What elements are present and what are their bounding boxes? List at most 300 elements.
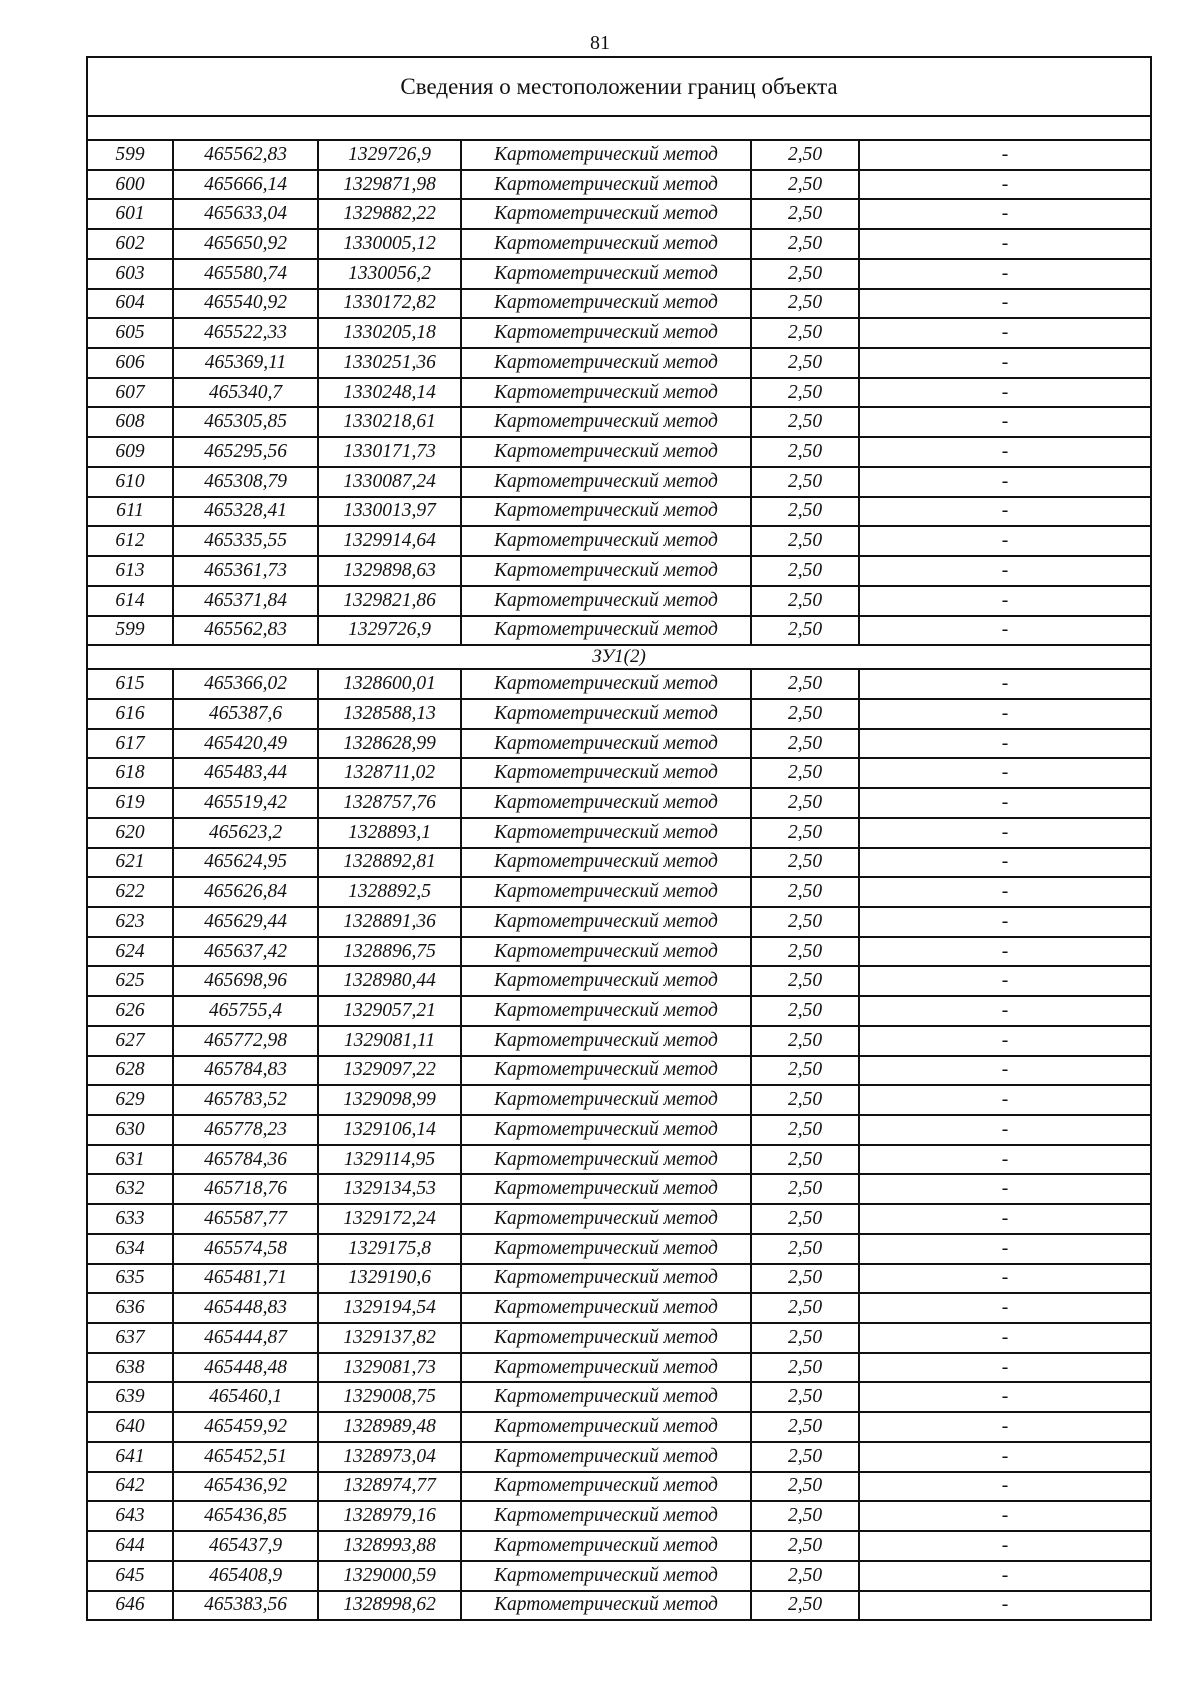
description-cell: - [859, 170, 1151, 200]
table-row [87, 170, 1151, 200]
description-cell: - [859, 669, 1151, 699]
y-coordinate-cell: 1328891,36 [318, 907, 461, 937]
x-coordinate-cell: 465366,02 [173, 669, 318, 699]
y-coordinate-cell: 1328993,88 [318, 1531, 461, 1561]
accuracy-cell: 2,50 [751, 616, 859, 646]
point-number-cell: 621 [87, 848, 173, 878]
x-coordinate-cell: 465436,85 [173, 1501, 318, 1531]
table-row [87, 818, 1151, 848]
accuracy-cell: 2,50 [751, 1234, 859, 1264]
table-row [87, 1442, 1151, 1472]
point-number-cell: 634 [87, 1234, 173, 1264]
description-cell: - [859, 1293, 1151, 1323]
table-body [87, 57, 1151, 1620]
method-cell: Картометрический метод [461, 758, 751, 788]
y-coordinate-cell: 1328893,1 [318, 818, 461, 848]
point-number-cell: 637 [87, 1323, 173, 1353]
method-cell: Картометрический метод [461, 669, 751, 699]
y-coordinate-cell: 1330171,73 [318, 437, 461, 467]
y-coordinate-cell: 1329871,98 [318, 170, 461, 200]
x-coordinate-cell: 465328,41 [173, 497, 318, 527]
table-row [87, 289, 1151, 319]
description-cell: - [859, 497, 1151, 527]
y-coordinate-cell: 1329008,75 [318, 1382, 461, 1412]
method-cell: Картометрический метод [461, 729, 751, 759]
table-row [87, 937, 1151, 967]
accuracy-cell: 2,50 [751, 788, 859, 818]
description-cell: - [859, 259, 1151, 289]
accuracy-cell: 2,50 [751, 1501, 859, 1531]
accuracy-cell: 2,50 [751, 467, 859, 497]
point-number-cell: 602 [87, 229, 173, 259]
method-cell: Картометрический метод [461, 877, 751, 907]
page-number: 81 [590, 32, 610, 54]
method-cell: Картометрический метод [461, 467, 751, 497]
x-coordinate-cell: 465519,42 [173, 788, 318, 818]
y-coordinate-cell: 1328600,01 [318, 669, 461, 699]
point-number-cell: 623 [87, 907, 173, 937]
method-cell: Картометрический метод [461, 556, 751, 586]
y-coordinate-cell: 1330218,61 [318, 407, 461, 437]
x-coordinate-cell: 465420,49 [173, 729, 318, 759]
table-row [87, 437, 1151, 467]
point-number-cell: 615 [87, 669, 173, 699]
point-number-cell: 642 [87, 1472, 173, 1502]
method-cell: Картометрический метод [461, 1442, 751, 1472]
method-cell: Картометрический метод [461, 937, 751, 967]
table-row [87, 1382, 1151, 1412]
y-coordinate-cell: 1328973,04 [318, 1442, 461, 1472]
x-coordinate-cell: 465666,14 [173, 170, 318, 200]
description-cell: - [859, 526, 1151, 556]
point-number-cell: 605 [87, 318, 173, 348]
description-cell: - [859, 937, 1151, 967]
point-number-cell: 645 [87, 1561, 173, 1591]
accuracy-cell: 2,50 [751, 229, 859, 259]
blank-header-row [87, 116, 1151, 140]
table-row [87, 199, 1151, 229]
x-coordinate-cell: 465562,83 [173, 140, 318, 170]
method-cell: Картометрический метод [461, 1234, 751, 1264]
method-cell: Картометрический метод [461, 616, 751, 646]
y-coordinate-cell: 1329190,6 [318, 1264, 461, 1294]
y-coordinate-cell: 1329172,24 [318, 1204, 461, 1234]
point-number-cell: 643 [87, 1501, 173, 1531]
table-row [87, 1293, 1151, 1323]
x-coordinate-cell: 465460,1 [173, 1382, 318, 1412]
accuracy-cell: 2,50 [751, 259, 859, 289]
description-cell: - [859, 407, 1151, 437]
x-coordinate-cell: 465626,84 [173, 877, 318, 907]
table-row [87, 1115, 1151, 1145]
table-row [87, 996, 1151, 1026]
table-row [87, 378, 1151, 408]
accuracy-cell: 2,50 [751, 729, 859, 759]
table-row [87, 259, 1151, 289]
table-row [87, 1234, 1151, 1264]
point-number-cell: 628 [87, 1056, 173, 1086]
method-cell: Картометрический метод [461, 348, 751, 378]
accuracy-cell: 2,50 [751, 348, 859, 378]
accuracy-cell: 2,50 [751, 937, 859, 967]
point-number-cell: 599 [87, 140, 173, 170]
x-coordinate-cell: 465624,95 [173, 848, 318, 878]
x-coordinate-cell: 465783,52 [173, 1085, 318, 1115]
method-cell: Картометрический метод [461, 229, 751, 259]
description-cell: - [859, 616, 1151, 646]
point-number-cell: 613 [87, 556, 173, 586]
y-coordinate-cell: 1328998,62 [318, 1591, 461, 1621]
table-row [87, 318, 1151, 348]
accuracy-cell: 2,50 [751, 318, 859, 348]
x-coordinate-cell: 465778,23 [173, 1115, 318, 1145]
y-coordinate-cell: 1329882,22 [318, 199, 461, 229]
description-cell: - [859, 1472, 1151, 1502]
method-cell: Картометрический метод [461, 1353, 751, 1383]
point-number-cell: 603 [87, 259, 173, 289]
y-coordinate-cell: 1329194,54 [318, 1293, 461, 1323]
description-cell: - [859, 758, 1151, 788]
accuracy-cell: 2,50 [751, 199, 859, 229]
table-row [87, 1531, 1151, 1561]
y-coordinate-cell: 1329137,82 [318, 1323, 461, 1353]
x-coordinate-cell: 465784,36 [173, 1145, 318, 1175]
description-cell: - [859, 1145, 1151, 1175]
y-coordinate-cell: 1328896,75 [318, 937, 461, 967]
method-cell: Картометрический метод [461, 1412, 751, 1442]
method-cell: Картометрический метод [461, 437, 751, 467]
method-cell: Картометрический метод [461, 199, 751, 229]
point-number-cell: 617 [87, 729, 173, 759]
method-cell: Картометрический метод [461, 788, 751, 818]
point-number-cell: 633 [87, 1204, 173, 1234]
method-cell: Картометрический метод [461, 907, 751, 937]
accuracy-cell: 2,50 [751, 848, 859, 878]
point-number-cell: 610 [87, 467, 173, 497]
accuracy-cell: 2,50 [751, 758, 859, 788]
table-row [87, 788, 1151, 818]
description-cell: - [859, 699, 1151, 729]
y-coordinate-cell: 1328892,5 [318, 877, 461, 907]
table-row [87, 586, 1151, 616]
y-coordinate-cell: 1329097,22 [318, 1056, 461, 1086]
x-coordinate-cell: 465650,92 [173, 229, 318, 259]
y-coordinate-cell: 1330172,82 [318, 289, 461, 319]
table-row [87, 616, 1151, 646]
x-coordinate-cell: 465483,44 [173, 758, 318, 788]
y-coordinate-cell: 1328628,99 [318, 729, 461, 759]
description-cell: - [859, 318, 1151, 348]
point-number-cell: 631 [87, 1145, 173, 1175]
y-coordinate-cell: 1328989,48 [318, 1412, 461, 1442]
point-number-cell: 620 [87, 818, 173, 848]
y-coordinate-cell: 1329057,21 [318, 996, 461, 1026]
accuracy-cell: 2,50 [751, 1353, 859, 1383]
accuracy-cell: 2,50 [751, 877, 859, 907]
description-cell: - [859, 1561, 1151, 1591]
accuracy-cell: 2,50 [751, 669, 859, 699]
description-cell: - [859, 467, 1151, 497]
boundary-coordinates-table [86, 56, 1152, 1621]
table-row [87, 1501, 1151, 1531]
point-number-cell: 639 [87, 1382, 173, 1412]
method-cell: Картометрический метод [461, 1382, 751, 1412]
accuracy-cell: 2,50 [751, 1115, 859, 1145]
accuracy-cell: 2,50 [751, 170, 859, 200]
accuracy-cell: 2,50 [751, 497, 859, 527]
method-cell: Картометрический метод [461, 1501, 751, 1531]
description-cell: - [859, 1204, 1151, 1234]
accuracy-cell: 2,50 [751, 556, 859, 586]
method-cell: Картометрический метод [461, 407, 751, 437]
x-coordinate-cell: 465444,87 [173, 1323, 318, 1353]
accuracy-cell: 2,50 [751, 1382, 859, 1412]
description-cell: - [859, 1412, 1151, 1442]
accuracy-cell: 2,50 [751, 1591, 859, 1621]
point-number-cell: 608 [87, 407, 173, 437]
method-cell: Картометрический метод [461, 1561, 751, 1591]
point-number-cell: 636 [87, 1293, 173, 1323]
method-cell: Картометрический метод [461, 1264, 751, 1294]
accuracy-cell: 2,50 [751, 699, 859, 729]
method-cell: Картометрический метод [461, 966, 751, 996]
method-cell: Картометрический метод [461, 1056, 751, 1086]
y-coordinate-cell: 1328979,16 [318, 1501, 461, 1531]
method-cell: Картометрический метод [461, 1145, 751, 1175]
accuracy-cell: 2,50 [751, 1293, 859, 1323]
x-coordinate-cell: 465574,58 [173, 1234, 318, 1264]
point-number-cell: 611 [87, 497, 173, 527]
y-coordinate-cell: 1330251,36 [318, 348, 461, 378]
y-coordinate-cell: 1329081,11 [318, 1026, 461, 1056]
y-coordinate-cell: 1329081,73 [318, 1353, 461, 1383]
description-cell: - [859, 556, 1151, 586]
x-coordinate-cell: 465587,77 [173, 1204, 318, 1234]
y-coordinate-cell: 1330205,18 [318, 318, 461, 348]
point-number-cell: 632 [87, 1174, 173, 1204]
x-coordinate-cell: 465623,2 [173, 818, 318, 848]
description-cell: - [859, 966, 1151, 996]
method-cell: Картометрический метод [461, 170, 751, 200]
accuracy-cell: 2,50 [751, 907, 859, 937]
x-coordinate-cell: 465448,48 [173, 1353, 318, 1383]
table-row [87, 348, 1151, 378]
y-coordinate-cell: 1329914,64 [318, 526, 461, 556]
point-number-cell: 606 [87, 348, 173, 378]
table-row [87, 1472, 1151, 1502]
accuracy-cell: 2,50 [751, 586, 859, 616]
point-number-cell: 630 [87, 1115, 173, 1145]
table-row [87, 1085, 1151, 1115]
method-cell: Картометрический метод [461, 526, 751, 556]
accuracy-cell: 2,50 [751, 1056, 859, 1086]
point-number-cell: 629 [87, 1085, 173, 1115]
accuracy-cell: 2,50 [751, 1264, 859, 1294]
point-number-cell: 619 [87, 788, 173, 818]
y-coordinate-cell: 1329106,14 [318, 1115, 461, 1145]
method-cell: Картометрический метод [461, 699, 751, 729]
y-coordinate-cell: 1329821,86 [318, 586, 461, 616]
x-coordinate-cell: 465436,92 [173, 1472, 318, 1502]
method-cell: Картометрический метод [461, 318, 751, 348]
method-cell: Картометрический метод [461, 1472, 751, 1502]
method-cell: Картометрический метод [461, 1115, 751, 1145]
y-coordinate-cell: 1329000,59 [318, 1561, 461, 1591]
x-coordinate-cell: 465452,51 [173, 1442, 318, 1472]
table-row [87, 1591, 1151, 1621]
x-coordinate-cell: 465295,56 [173, 437, 318, 467]
description-cell: - [859, 1026, 1151, 1056]
x-coordinate-cell: 465371,84 [173, 586, 318, 616]
y-coordinate-cell: 1328757,76 [318, 788, 461, 818]
method-cell: Картометрический метод [461, 1204, 751, 1234]
accuracy-cell: 2,50 [751, 437, 859, 467]
table-title: Сведения о местоположении границ объекта [87, 57, 1151, 116]
accuracy-cell: 2,50 [751, 1323, 859, 1353]
point-number-cell: 646 [87, 1591, 173, 1621]
accuracy-cell: 2,50 [751, 1026, 859, 1056]
x-coordinate-cell: 465633,04 [173, 199, 318, 229]
accuracy-cell: 2,50 [751, 818, 859, 848]
table-row [87, 1412, 1151, 1442]
y-coordinate-cell: 1329726,9 [318, 616, 461, 646]
method-cell: Картометрический метод [461, 1174, 751, 1204]
point-number-cell: 624 [87, 937, 173, 967]
description-cell: - [859, 289, 1151, 319]
method-cell: Картометрический метод [461, 1323, 751, 1353]
table-row [87, 467, 1151, 497]
table-row [87, 526, 1151, 556]
description-cell: - [859, 818, 1151, 848]
description-cell: - [859, 140, 1151, 170]
description-cell: - [859, 1531, 1151, 1561]
method-cell: Картометрический метод [461, 497, 751, 527]
x-coordinate-cell: 465383,56 [173, 1591, 318, 1621]
y-coordinate-cell: 1330087,24 [318, 467, 461, 497]
x-coordinate-cell: 465784,83 [173, 1056, 318, 1086]
point-number-cell: 609 [87, 437, 173, 467]
point-number-cell: 644 [87, 1531, 173, 1561]
y-coordinate-cell: 1329898,63 [318, 556, 461, 586]
x-coordinate-cell: 465335,55 [173, 526, 318, 556]
accuracy-cell: 2,50 [751, 526, 859, 556]
description-cell: - [859, 378, 1151, 408]
method-cell: Картометрический метод [461, 1293, 751, 1323]
accuracy-cell: 2,50 [751, 996, 859, 1026]
y-coordinate-cell: 1328588,13 [318, 699, 461, 729]
table-row [87, 669, 1151, 699]
accuracy-cell: 2,50 [751, 1442, 859, 1472]
table-row [87, 1204, 1151, 1234]
blank-header-cell [87, 116, 1151, 140]
x-coordinate-cell: 465629,44 [173, 907, 318, 937]
method-cell: Картометрический метод [461, 140, 751, 170]
table-row [87, 758, 1151, 788]
description-cell: - [859, 199, 1151, 229]
x-coordinate-cell: 465361,73 [173, 556, 318, 586]
x-coordinate-cell: 465637,42 [173, 937, 318, 967]
description-cell: - [859, 1264, 1151, 1294]
x-coordinate-cell: 465540,92 [173, 289, 318, 319]
y-coordinate-cell: 1328980,44 [318, 966, 461, 996]
x-coordinate-cell: 465772,98 [173, 1026, 318, 1056]
x-coordinate-cell: 465448,83 [173, 1293, 318, 1323]
method-cell: Картометрический метод [461, 848, 751, 878]
y-coordinate-cell: 1328711,02 [318, 758, 461, 788]
point-number-cell: 607 [87, 378, 173, 408]
point-number-cell: 627 [87, 1026, 173, 1056]
point-number-cell: 601 [87, 199, 173, 229]
description-cell: - [859, 996, 1151, 1026]
point-number-cell: 604 [87, 289, 173, 319]
x-coordinate-cell: 465305,85 [173, 407, 318, 437]
x-coordinate-cell: 465755,4 [173, 996, 318, 1026]
x-coordinate-cell: 465369,11 [173, 348, 318, 378]
y-coordinate-cell: 1329114,95 [318, 1145, 461, 1175]
accuracy-cell: 2,50 [751, 1561, 859, 1591]
accuracy-cell: 2,50 [751, 1145, 859, 1175]
y-coordinate-cell: 1329098,99 [318, 1085, 461, 1115]
y-coordinate-cell: 1330056,2 [318, 259, 461, 289]
description-cell: - [859, 1115, 1151, 1145]
point-number-cell: 638 [87, 1353, 173, 1383]
description-cell: - [859, 229, 1151, 259]
x-coordinate-cell: 465408,9 [173, 1561, 318, 1591]
y-coordinate-cell: 1328892,81 [318, 848, 461, 878]
table-row [87, 556, 1151, 586]
description-cell: - [859, 586, 1151, 616]
table-row [87, 729, 1151, 759]
description-cell: - [859, 877, 1151, 907]
method-cell: Картометрический метод [461, 586, 751, 616]
point-number-cell: 640 [87, 1412, 173, 1442]
point-number-cell: 616 [87, 699, 173, 729]
table-row [87, 497, 1151, 527]
description-cell: - [859, 1382, 1151, 1412]
description-cell: - [859, 788, 1151, 818]
table-row [87, 1264, 1151, 1294]
table-row [87, 1056, 1151, 1086]
point-number-cell: 612 [87, 526, 173, 556]
accuracy-cell: 2,50 [751, 966, 859, 996]
section-label: ЗУ1(2) [87, 645, 1151, 669]
point-number-cell: 614 [87, 586, 173, 616]
accuracy-cell: 2,50 [751, 1472, 859, 1502]
description-cell: - [859, 907, 1151, 937]
description-cell: - [859, 1174, 1151, 1204]
method-cell: Картометрический метод [461, 1531, 751, 1561]
method-cell: Картометрический метод [461, 1026, 751, 1056]
table-row [87, 966, 1151, 996]
description-cell: - [859, 437, 1151, 467]
x-coordinate-cell: 465459,92 [173, 1412, 318, 1442]
description-cell: - [859, 1085, 1151, 1115]
x-coordinate-cell: 465522,33 [173, 318, 318, 348]
point-number-cell: 600 [87, 170, 173, 200]
point-number-cell: 618 [87, 758, 173, 788]
table-title-row [87, 57, 1151, 116]
x-coordinate-cell: 465481,71 [173, 1264, 318, 1294]
point-number-cell: 635 [87, 1264, 173, 1294]
table-row [87, 848, 1151, 878]
table-row [87, 407, 1151, 437]
table-row [87, 229, 1151, 259]
accuracy-cell: 2,50 [751, 1174, 859, 1204]
accuracy-cell: 2,50 [751, 1412, 859, 1442]
accuracy-cell: 2,50 [751, 1531, 859, 1561]
y-coordinate-cell: 1330005,12 [318, 229, 461, 259]
x-coordinate-cell: 465340,7 [173, 378, 318, 408]
